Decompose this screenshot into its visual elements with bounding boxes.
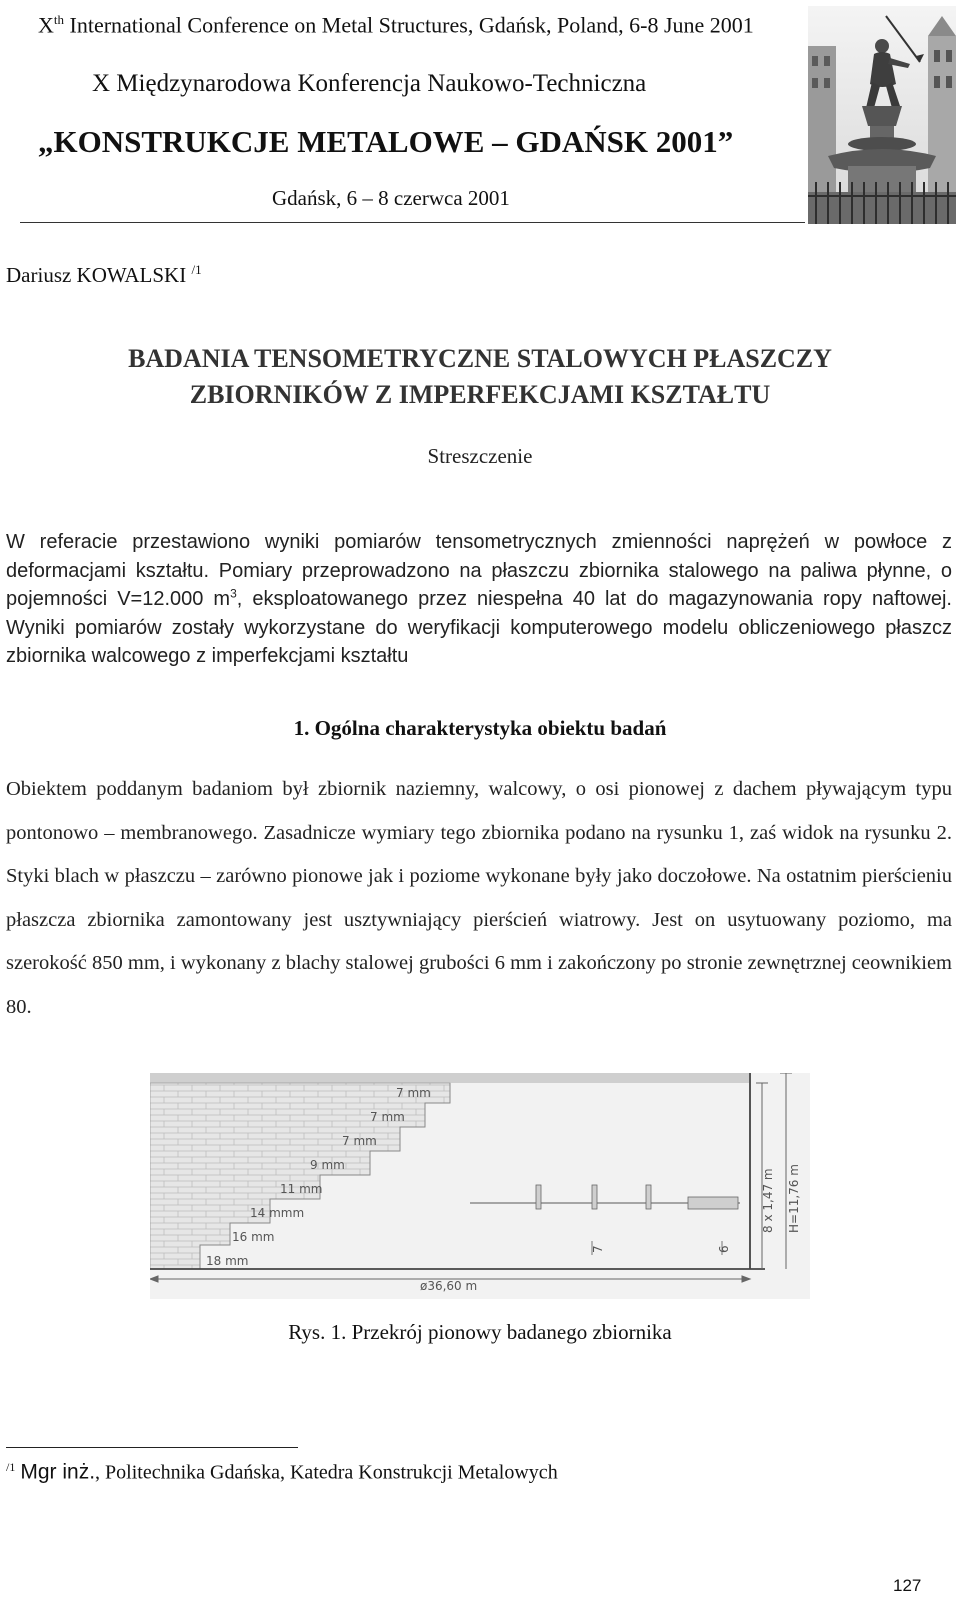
footnote-marker: /1 — [6, 1460, 16, 1474]
ring-label: 11 mm — [280, 1182, 323, 1196]
gauge-label-left: 7 — [591, 1245, 605, 1253]
footnote-divider — [6, 1447, 298, 1448]
author-text: Dariusz KOWALSKI — [6, 263, 192, 287]
footnote — [6, 1460, 558, 1485]
neptune-fountain-logo — [808, 6, 956, 224]
page-number: 127 — [893, 1576, 922, 1595]
tank-roof-edge — [150, 1073, 750, 1083]
conference-date: Gdańsk, 6 – 8 czerwca 2001 — [272, 186, 510, 210]
ring-label: 9 mm — [310, 1158, 345, 1172]
conference-english-text: International Conference on Metal Structures, Gdańsk, Poland, 6-8 June 2001 — [64, 12, 754, 38]
paper-title-line-1: BADANIA TENSOMETRYCZNE STALOWYCH PŁASZCZY — [128, 344, 832, 373]
gauge-box — [688, 1197, 738, 1209]
abstract-paragraph — [6, 528, 952, 671]
footnote-affiliation: , Politechnika Gdańska, Katedra Konstrukcji Metalowych — [95, 1461, 558, 1484]
conference-title-english — [38, 12, 754, 38]
author-footnote-marker: /1 — [191, 262, 202, 277]
paper-title-line-2: ZBIORNIKÓW Z IMPERFEKCJAMI KSZTAŁTU — [189, 380, 771, 409]
strain-gauge — [536, 1185, 541, 1209]
section-heading: 1. Ogólna charakterystyka obiektu badań — [293, 716, 667, 740]
section-body-text: Obiektem poddanym badaniom był zbiornik naziemny, walcowy, o osi pionowej z dachem pływającym typu pontonowo – membranowego. Zasadnicze wymiary tego zbiornika podano na rysunku 1, zaś widok na rysunku 2. Styki blach w płaszczu – zarówno pionowe jak i poziome wykonane były jako doczołowe. Na ostatnim pierścieniu płaszcza zbiornika zamontowany jest usztywniający pierścień wiatrowy. Jest on usytuowany poziomo, ma szerokość 850 mm, i wykonany z blachy stalowej grubości 6 mm i zakończony po stronie zewnętrznej ceownikiem 80. — [6, 778, 952, 1018]
ring-height-label: 8 x 1,47 m — [761, 1168, 775, 1233]
conference-ordinal-suffix: th — [53, 12, 65, 27]
gauge-label-right: 6 — [717, 1245, 731, 1253]
ring-label: 18 mm — [206, 1254, 249, 1268]
ring-label: 7 mm — [370, 1110, 405, 1124]
strain-gauge — [592, 1185, 597, 1209]
author-name — [6, 262, 202, 288]
conference-ordinal: X — [38, 12, 54, 38]
conference-name: „KONSTRUKCJE METALOWE – GDAŃSK 2001” — [38, 124, 734, 159]
abstract-text-2: , eksploatowanego przez niespełna 40 lat do magazynowania ropy naftowej. Wyniki pomiarów zostały wykorzystane do weryfikacji komputerowego modelu obliczeniowego płaszcz zbiornika walcowego z imperfekcjami kształtu — [6, 588, 952, 667]
total-height-label: H=11,76 m — [787, 1164, 801, 1233]
header-divider — [20, 222, 805, 223]
footnote-degree: Mgr inż. — [20, 1460, 96, 1484]
ring-label: 7 mm — [396, 1086, 431, 1100]
diameter-label: ø36,60 m — [420, 1279, 478, 1293]
tank-section-drawing — [150, 1073, 810, 1299]
ring-label: 14 mmm — [250, 1206, 305, 1220]
conference-title-polish: X Międzynarodowa Konferencja Naukowo-Techniczna — [92, 70, 647, 97]
ring-label: 7 mm — [342, 1134, 377, 1148]
ring-label: 16 mm — [232, 1230, 275, 1244]
abstract-heading: Streszczenie — [427, 444, 533, 468]
strain-gauge — [646, 1185, 651, 1209]
figure-caption: Rys. 1. Przekrój pionowy badanego zbiornika — [288, 1320, 672, 1344]
abstract-text-1: W referacie przestawiono wyniki pomiarów tensometrycznych zmienności naprężeń w powłoce z deformacjami kształtu. Pomiary przeprowadzono na płaszczu zbiornika stalowego na paliwa płynne, o pojemności V=12.000 m — [6, 531, 952, 610]
abstract-superscript: 3 — [230, 586, 237, 601]
